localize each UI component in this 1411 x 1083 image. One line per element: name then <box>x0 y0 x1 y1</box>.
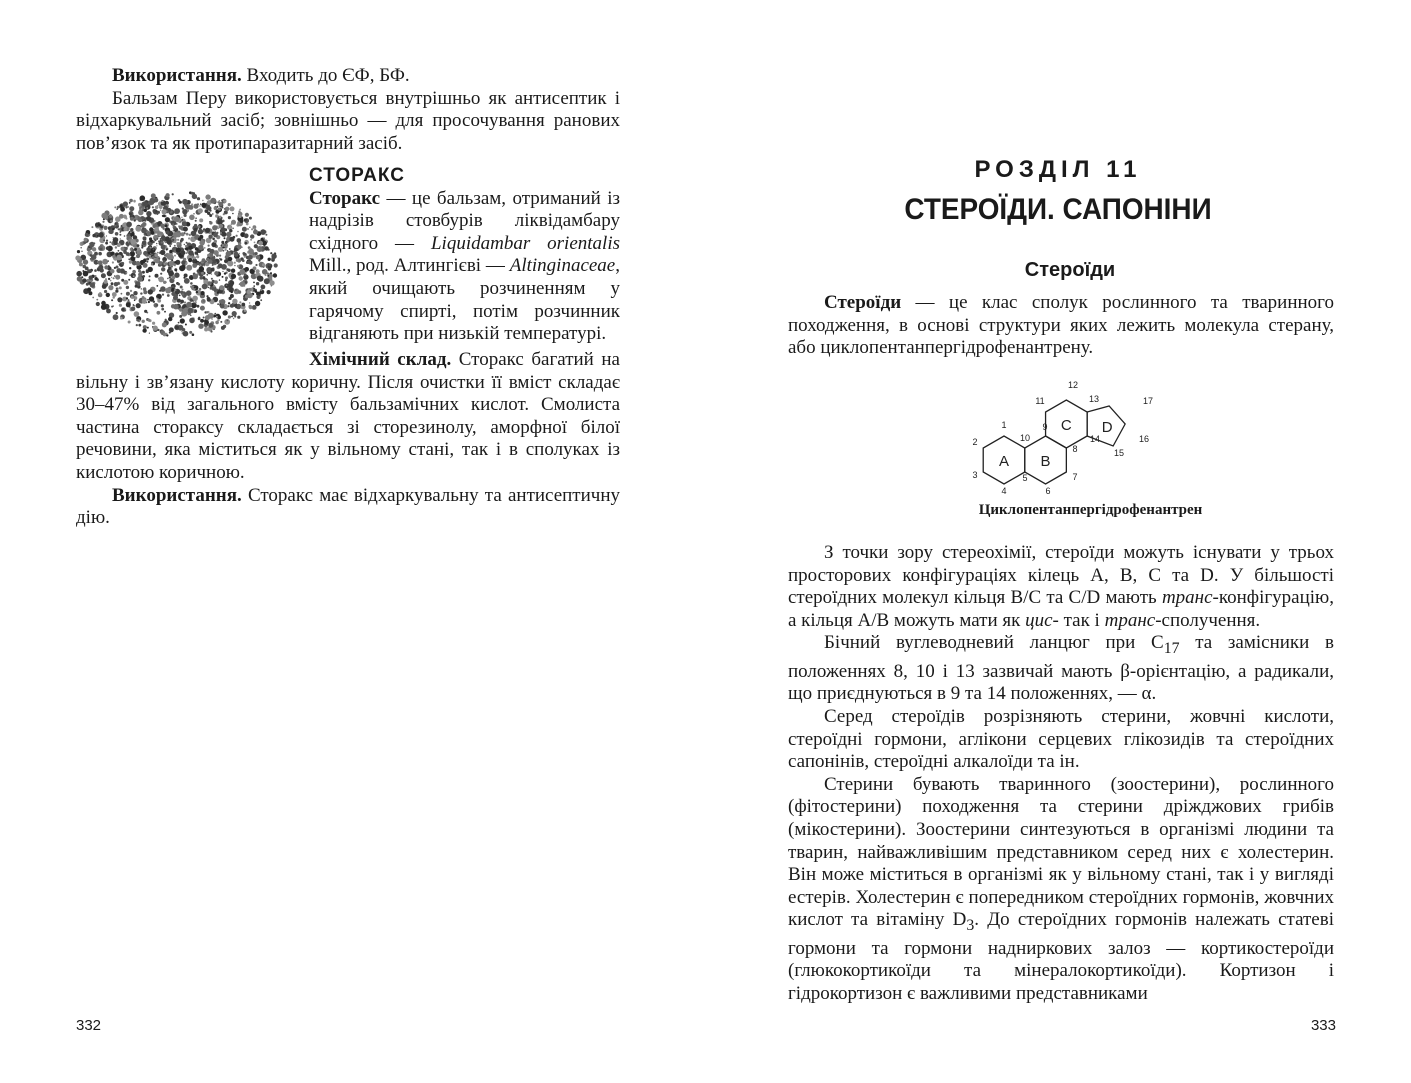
right-text-bottom <box>788 542 1334 1005</box>
atom-number-15: 15 <box>1113 448 1125 458</box>
stereochemistry-paragraph <box>788 542 1334 632</box>
ring-label-d: D <box>1101 419 1113 436</box>
atom-number-12: 12 <box>1067 380 1079 390</box>
atom-number-16: 16 <box>1138 434 1150 444</box>
storax-powder-image <box>74 176 280 342</box>
chapter-title: СТЕРОЇДИ. САПОНІНИ <box>904 193 1212 226</box>
storax-text-1: — це бальзам, отриманий із надрізів стовбурів ліквідамбару східного — <box>309 187 620 254</box>
atom-number-13: 13 <box>1088 394 1100 404</box>
storax-latin-1: Liquidambar orientalis <box>430 232 620 254</box>
left-text-top <box>76 65 620 155</box>
ring-label-a: A <box>998 453 1010 470</box>
atom-number-6: 6 <box>1045 486 1051 496</box>
steroid-classes-paragraph: Серед стероїдів розрізняють стерини, жовчні кислоти, стероїдні гормони, аглікони серцевих глікозидів та стероїдних сапонінів, стероїдні алкалоїди та ін. <box>788 705 1334 773</box>
ring-label-b: B <box>1040 453 1051 470</box>
atom-number-7: 7 <box>1072 472 1078 482</box>
steroid-structure-diagram <box>948 376 1168 500</box>
right-page <box>705 0 1411 1083</box>
sterols-subscript: 3 <box>966 917 975 935</box>
storax-text-2: Mill., род. Алтингієві — <box>309 255 510 277</box>
storax-side-text <box>309 165 620 346</box>
atom-number-17: 17 <box>1142 396 1154 406</box>
atom-number-1: 1 <box>1001 420 1007 430</box>
atom-number-11: 11 <box>1035 396 1045 406</box>
peru-balsam-paragraph: Бальзам Перу використовується внутрішньо як антисептик і відхаркувальний засіб; зовнішньо — для просочування ранових пов’язок та як протипаразитарний засіб. <box>76 87 620 154</box>
storax-term: Сторакс <box>309 187 381 209</box>
usage-text: Входить до ЄФ, БФ. <box>241 65 410 86</box>
usage-label: Використання. <box>112 65 242 86</box>
stereo-italic-2: цис <box>1025 609 1053 631</box>
atom-number-9: 9 <box>1042 422 1048 432</box>
stereo-text-1: З точки зору стереохімії, стероїди можуть існувати у трьох просторових конфігураціях кілець A, B, C та D. У більшості стероїдних молекул кільця B/C та C/D мають <box>788 542 1334 609</box>
right-text-top <box>788 292 1334 360</box>
sidechain-text-2: та замісники в положеннях 8, 10 і 13 зазвичай мають β-орієнтацію, а радикали, що приєднуються в 9 та 14 положеннях, — α. <box>788 632 1334 705</box>
sidechain-subscript: 17 <box>1163 640 1180 658</box>
structure-caption: Циклопентанпергідрофенантрен <box>978 502 1203 518</box>
sidechain-text-1: Бічний вуглеводневий ланцюг при C <box>824 632 1164 654</box>
composition-label: Хімічний склад. <box>309 349 452 370</box>
side-chain-paragraph <box>788 632 1334 706</box>
usage-paragraph-2 <box>76 485 620 530</box>
usage-label-2: Використання. <box>112 484 242 506</box>
steroid-definition-text: — це клас сполук рослинного та тваринного походження, в основі структури яких лежить молекула стерану, або циклопентанпергідрофенантрену. <box>788 292 1334 359</box>
steroid-definition-paragraph <box>788 292 1334 360</box>
stereo-text-4: -сполучення. <box>1155 609 1261 631</box>
sterols-text-1: Стерини бувають тваринного (зоостерини), рослинного (фітостерини) походження та стерини дріжджових грибів (мікостерини). Зоостерини синтезуються в організмі людини та тварин, найважливішим представником серед них є холестерин. Він може міститься в організмі як у вільному стані, так і у вигляді естерів. Холестерин є попередником стероїдних гормонів, жовчних кислот та вітаміну D <box>788 773 1334 931</box>
storax-text-3: , який очищають розчиненням у гарячому спирті, потім розчинник відганяють при низькій температурі. <box>309 255 620 345</box>
left-page <box>0 0 705 1083</box>
atom-number-2: 2 <box>972 437 978 447</box>
usage-paragraph-1 <box>76 65 620 88</box>
atom-number-4: 4 <box>1001 486 1007 496</box>
page-number-right: 333 <box>1310 1017 1336 1034</box>
stereo-text-2: -конфігурацію, а кільця A/B можуть мати як <box>788 587 1334 631</box>
stereo-text-3: - так і <box>1052 609 1105 631</box>
composition-text: Сторакс багатий на вільну і зв’язану кислоту коричну. Після очистки її вміст складає 30–47% від загального вмісту бальзамічних кислот. Смолиста частина стораксу складається зі сторезинолу, аморфної білої речовини, яка міститься як у вільному стані, так і в сполуках із кислотою коричною. <box>76 349 620 483</box>
stereo-italic-1: транс <box>1161 587 1213 609</box>
atom-number-3: 3 <box>972 470 978 480</box>
atom-number-5: 5 <box>1022 473 1028 483</box>
sterols-paragraph <box>788 774 1334 1006</box>
stereo-italic-3: транс <box>1104 609 1156 631</box>
sterols-text-2: . До стероїдних гормонів належать статеві гормони та гормони надниркових залоз — кортикостероїди (глюкокортикоїди та мінералокортикоїди). Кортизон і гідрокортизон є важливими представниками <box>788 909 1334 1004</box>
section-heading: Стероїди <box>1024 259 1116 281</box>
composition-paragraph <box>76 349 620 485</box>
steroid-term: Стероїди <box>824 292 902 313</box>
ring-label-c: C <box>1060 417 1072 434</box>
page-number-left: 332 <box>76 1017 102 1034</box>
atom-number-10: 10 <box>1019 433 1031 443</box>
left-text-full <box>76 349 620 530</box>
chapter-label: РОЗДІЛ 11 <box>974 156 1142 183</box>
atom-number-14: 14 <box>1089 434 1101 444</box>
storax-heading: СТОРАКС <box>309 165 405 186</box>
storax-latin-2: Altinginaceae <box>509 255 616 277</box>
atom-number-8: 8 <box>1072 444 1078 454</box>
storax-definition-paragraph <box>309 188 620 346</box>
usage-text-2: Сторакс має відхаркувальну та антисептичну дію. <box>76 484 620 529</box>
